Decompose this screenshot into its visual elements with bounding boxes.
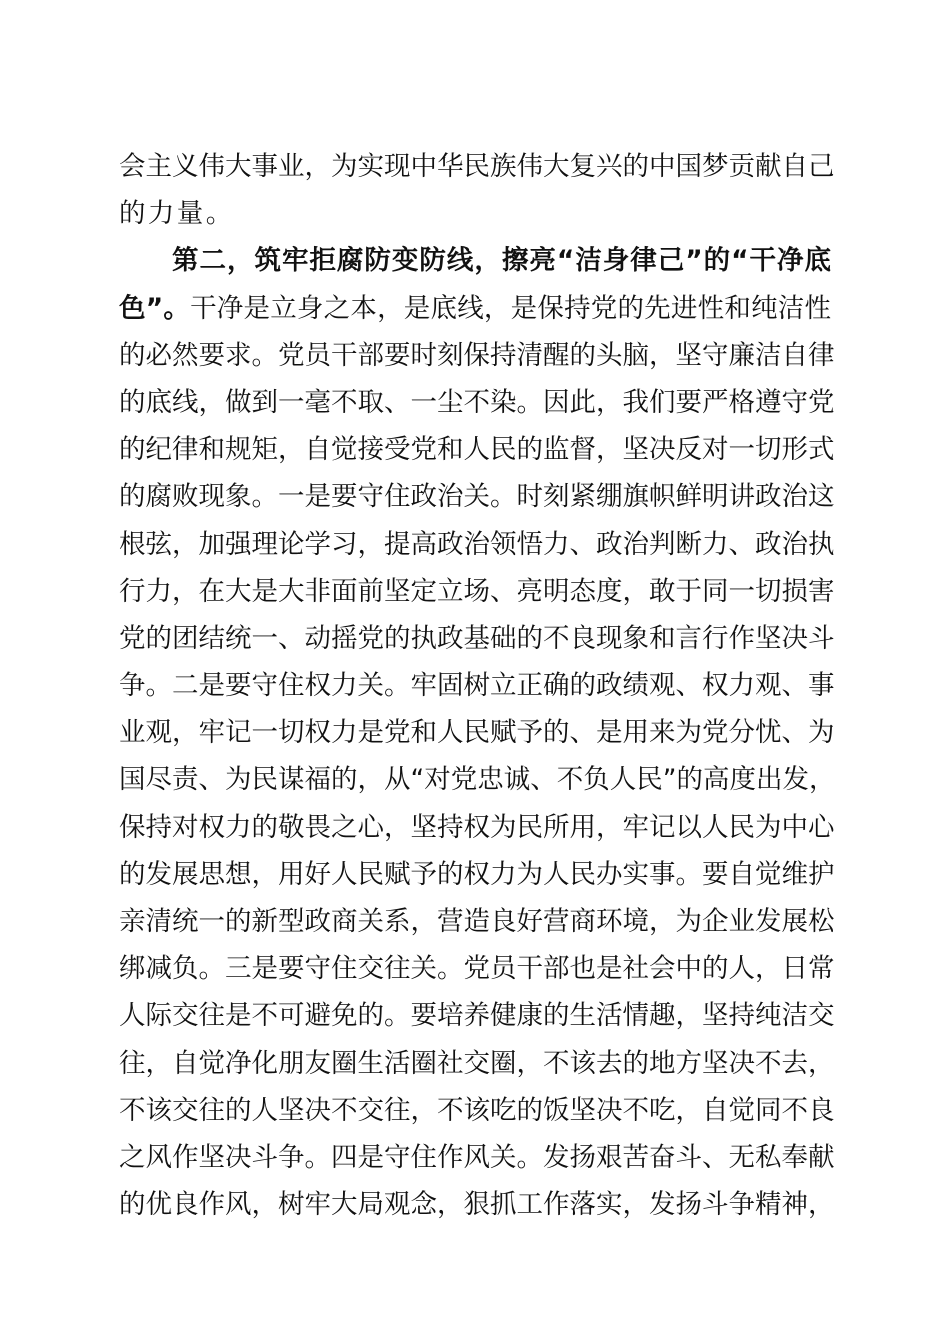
text-line: 往，自觉净化朋友圈生活圈社交圈，不该去的地方坚决不去，: [119, 1047, 835, 1079]
paragraph-second: [119, 237, 836, 1228]
text-line: 的腐败现象。一是要守住政治关。时刻紧绷旗帜鲜明讲政治这: [119, 481, 835, 513]
text-line: 的力量。: [119, 198, 235, 230]
paragraph-continuation: [119, 143, 835, 237]
text-line: 不该交往的人坚决不交往，不该吃的饭坚决不吃，自觉同不良: [119, 1094, 835, 1126]
text-line-rest: 干净是立身之本，是底线，是保持党的先进性和纯洁性: [190, 292, 831, 324]
text-line: 人际交往是不可避免的。要培养健康的生活情趣，坚持纯洁交: [119, 1000, 835, 1032]
text-line: [119, 285, 831, 332]
text-line: 绑减负。三是要守住交往关。党员干部也是社会中的人，日常: [119, 953, 835, 985]
text-line: 的必然要求。党员干部要时刻保持清醒的头脑，坚守廉洁自律: [119, 339, 835, 371]
text-line: 国尽责、为民谋福的，从“对党忠诚、不负人民”的高度出发，: [119, 764, 836, 796]
text-line: 会主义伟大事业，为实现中华民族伟大复兴的中国梦贡献自己: [119, 151, 835, 182]
text-line: 的底线，做到一毫不取、一尘不染。因此，我们要严格遵守党: [119, 386, 835, 418]
section-heading-line: 第二，筑牢拒腐防变防线，擦亮“洁身律己”的“干净底: [172, 245, 831, 277]
text-line: 党的团结统一、动摇党的执政基础的不良现象和言行作坚决斗: [119, 622, 835, 654]
text-line: 争。二是要守住权力关。牢固树立正确的政绩观、权力观、事: [119, 670, 835, 702]
text-line: 根弦，加强理论学习，提高政治领悟力、政治判断力、政治执: [119, 528, 835, 560]
text-line: 的纪律和规矩，自觉接受党和人民的监督，坚决反对一切形式: [119, 434, 835, 466]
section-heading-tail: 色”。: [119, 292, 191, 324]
text-line: 之风作坚决斗争。四是守住作风关。发扬艰苦奋斗、无私奉献: [119, 1141, 835, 1173]
text-line: 行力，在大是大非面前坚定立场、亮明态度，敢于同一切损害: [119, 575, 835, 607]
document-body: [119, 143, 836, 1228]
text-line: 亲清统一的新型政商关系，营造良好营商环境，为企业发展松: [119, 906, 835, 937]
text-line: 保持对权力的敬畏之心，坚持权为民所用，牢记以人民为中心: [119, 811, 835, 843]
text-line: 业观，牢记一切权力是党和人民赋予的、是用来为党分忧、为: [119, 717, 835, 749]
text-line: 的发展思想，用好人民赋予的权力为人民办实事。要自觉维护: [119, 858, 835, 890]
text-line: 的优良作风，树牢大局观念，狠抓工作落实，发扬斗争精神，: [119, 1189, 835, 1221]
